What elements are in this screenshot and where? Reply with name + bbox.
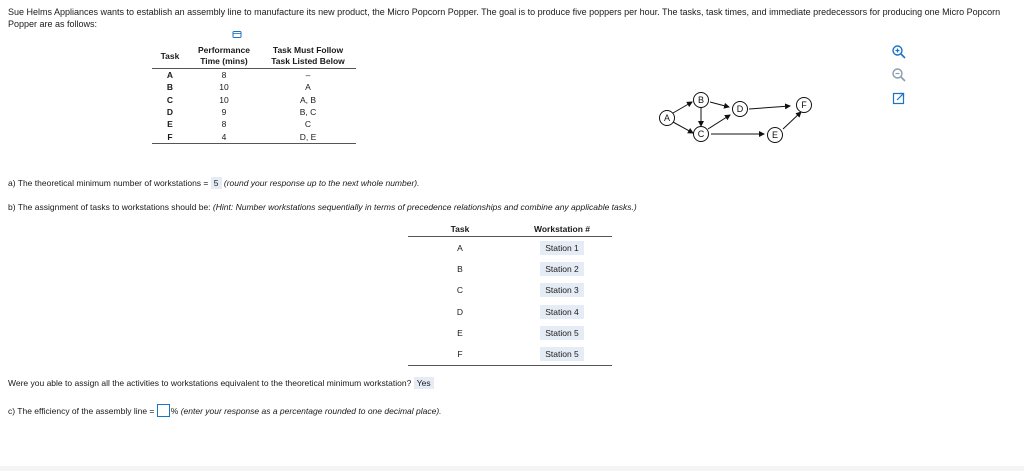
node-label: E xyxy=(771,130,779,140)
table-row xyxy=(408,280,612,301)
popout-icon[interactable] xyxy=(891,90,907,106)
time-cell: 8 xyxy=(221,70,227,81)
table-row xyxy=(408,237,612,259)
precedence-diagram xyxy=(650,84,830,154)
station-select[interactable]: Station 5 xyxy=(540,347,584,361)
table-copy-icon[interactable] xyxy=(232,30,242,39)
pred-cell: A xyxy=(305,82,311,93)
task-cell: A xyxy=(166,70,174,81)
question-assign-answer[interactable]: Yes xyxy=(414,377,434,389)
part-a-label: a) The theoretical minimum number of workstations = xyxy=(8,178,209,188)
station-select[interactable]: Station 3 xyxy=(540,283,584,297)
table-row xyxy=(408,258,612,279)
table-row xyxy=(152,69,356,82)
table-row xyxy=(152,81,356,93)
table-row xyxy=(408,322,612,343)
toolbar xyxy=(891,44,911,113)
zoom-out-icon[interactable] xyxy=(891,67,907,83)
task-cell: B xyxy=(166,82,174,93)
edge-a-b xyxy=(673,102,692,113)
station-select[interactable]: Station 4 xyxy=(540,305,584,319)
efficiency-input[interactable] xyxy=(157,404,170,417)
pred-cell: B, C xyxy=(299,107,317,118)
col-predecessors: Task Must Follow Task Listed Below xyxy=(260,44,356,69)
part-b-label: b) The assignment of tasks to workstations should be: xyxy=(8,202,211,212)
pred-cell: A, B xyxy=(299,94,317,105)
table-row xyxy=(152,118,356,130)
edge-c-d xyxy=(708,115,730,129)
task-cell: E xyxy=(457,327,463,338)
part-b xyxy=(8,201,637,213)
task-cell: D xyxy=(456,306,464,317)
node-label: C xyxy=(697,129,705,139)
edge-d-f xyxy=(749,106,790,109)
station-select[interactable]: Station 2 xyxy=(540,262,584,276)
problem-intro: Sue Helms Appliances wants to establish an assembly line to manufacture its new product, the Micro Popcorn Popper. The goal is to produce five poppers per hour. The tasks, task times, and immediate predecessors for producing one Micro Popcorn Popper are as follows: xyxy=(8,7,1001,29)
part-a-hint: (round your response up to the next whole number). xyxy=(223,178,420,188)
task-cell: D xyxy=(166,107,174,118)
task-cell: C xyxy=(166,94,174,105)
part-a xyxy=(8,177,420,189)
assignment-table xyxy=(408,222,612,366)
time-cell: 8 xyxy=(221,119,227,130)
time-cell: 10 xyxy=(219,94,229,105)
table-row xyxy=(152,94,356,106)
table-row xyxy=(408,343,612,365)
part-a-answer[interactable]: 5 xyxy=(211,177,222,189)
percent-unit: % xyxy=(170,406,179,416)
time-cell: 4 xyxy=(188,130,260,143)
edge-e-f xyxy=(783,112,801,129)
node-label: A xyxy=(663,113,671,123)
part-c xyxy=(8,404,442,417)
col-workstation: Workstation # xyxy=(512,222,612,237)
col-performance-time: Performance Time (mins) xyxy=(188,44,260,69)
zoom-in-icon[interactable] xyxy=(891,44,907,60)
part-b-hint: (Hint: Number workstations sequentially in terms of precedence relationships and combine any applicable tasks.) xyxy=(212,202,637,212)
time-cell: 10 xyxy=(219,82,229,93)
question-assign-label: Were you able to assign all the activities to workstations equivalent to the theoretical minimum workstation? xyxy=(8,378,412,388)
station-select[interactable]: Station 5 xyxy=(540,326,584,340)
edge-a-c xyxy=(673,122,693,133)
question-assign xyxy=(8,377,434,389)
node-label: B xyxy=(697,95,705,105)
task-table xyxy=(152,44,356,144)
part-c-hint: (enter your response as a percentage rounded to one decimal place). xyxy=(180,406,442,416)
task-cell: E xyxy=(167,119,173,130)
node-label: F xyxy=(801,100,807,110)
node-label: D xyxy=(736,104,744,114)
footer-bar xyxy=(0,466,1024,471)
table-row xyxy=(152,106,356,118)
table-row xyxy=(408,301,612,322)
edge-b-d xyxy=(710,102,729,107)
pred-cell: D, E xyxy=(260,130,356,143)
task-cell: A xyxy=(457,242,463,253)
col-task: Task xyxy=(408,222,512,237)
pred-cell: – xyxy=(305,70,311,81)
table-row xyxy=(152,130,356,143)
task-cell: B xyxy=(457,263,463,274)
task-cell: F xyxy=(152,130,188,143)
task-cell: C xyxy=(456,285,464,296)
pred-cell: C xyxy=(304,119,312,130)
part-c-label: c) The efficiency of the assembly line = xyxy=(8,406,155,416)
time-cell: 9 xyxy=(221,107,227,118)
station-select[interactable]: Station 1 xyxy=(540,241,584,255)
task-cell: F xyxy=(408,343,512,365)
col-task: Task xyxy=(152,44,188,69)
